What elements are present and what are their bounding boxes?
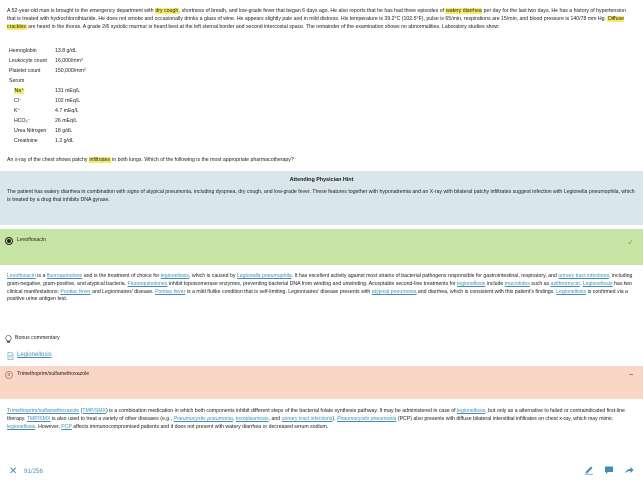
stem-text: A 52-year-old man is brought to the emergency department with [7,8,155,14]
link-pneumocystis-pneumonia[interactable]: Pneumocystis pneumonia [337,415,397,422]
lab-name: Urea Nitrogen [14,128,47,135]
answer-option-wrong[interactable] [0,366,643,399]
link-urinary-tract-infections[interactable]: urinary tract infections [281,415,333,422]
link-tmp-smx[interactable]: TMP/SMX [82,408,106,414]
bonus-link-legionellosis[interactable] [7,351,52,360]
link-pcp[interactable]: PCP [61,423,72,430]
explanation-text: and diarrhea, which is consistent with this patient's findings. [416,288,557,295]
lab-row [9,57,169,67]
explanation-text: is a mild flulike condition that is self-limiting. Legionnaires' disease presents with [185,288,372,295]
toolbar-actions [584,465,634,475]
lab-name: Hemoglobin [9,48,37,55]
link-tmp-smx[interactable]: TMP/SMX [26,415,51,422]
link-toxoplasmosis[interactable]: toxoplasmosis [235,415,269,422]
lab-row [9,117,169,127]
link-legionellosis[interactable]: legionellosis [457,280,486,287]
explanation-text: , but only as a alternative to failed or contraindicated first-line therapy. [7,408,625,422]
explanation-text: , [232,415,236,422]
bottom-toolbar [0,460,643,482]
explanation-text: and is the treatment of choice for [82,273,161,279]
link-urinary-tract-infections[interactable]: urinary tract infections [558,273,610,279]
lab-value: 102 mEq/L [55,98,81,105]
explanation-text: , which is caused by [189,273,237,279]
link-trimethoprim-sulfamethoxazole[interactable]: Trimethoprim/sulfamethoxazole [7,408,80,414]
close-icon[interactable]: ✕ [9,466,18,477]
lab-value: 13.8 g/dL [55,48,77,55]
question-text: An x-ray of the chest shows patchy [7,157,89,163]
link-atypical-pneumonia[interactable]: atypical pneumonia [371,288,417,295]
link-legionella-pneumophila[interactable]: Legionella pneumophila [236,273,292,279]
lab-name [9,88,55,96]
answer-label: Levofloxacin [17,237,46,244]
lab-row [9,137,169,147]
question-stem [7,8,635,31]
lab-row [9,77,169,87]
answer-explanation [7,273,635,304]
explanation-text: , including gram-negative, gram-positive, and atypical bacteria. [7,273,633,287]
link-levofloxacin[interactable]: Levofloxacin [7,273,36,279]
lab-row [9,127,169,137]
lab-table [9,47,169,147]
lab-value: 16,000/mm³ [55,58,83,65]
link-legionellosis[interactable]: legionellosis [160,273,189,279]
link-azithromycin[interactable]: azithromycin [550,280,580,287]
bonus-link-label: Legionellosis [17,352,52,358]
question-text: in both lungs. Which of the following is the most appropriate pharmacotherapy? [110,157,294,163]
lab-row [9,97,169,107]
explanation-text: ) is a combination medication in which both components inhibit different steps of the bacterial folate synthesis pathway. It may be administered in case of [105,408,458,414]
link-legionellosis[interactable]: legionellosis [7,423,36,430]
explanation-text: and Legionnaires' disease. [90,288,156,295]
link-macrolides[interactable]: macrolides [504,280,530,287]
link-legionellosis[interactable]: Legionellosis [582,280,613,287]
answer-option-correct[interactable] [0,229,643,265]
lab-value: 4.7 mEq/L [55,108,79,115]
lab-name: Cl⁻ [14,98,22,105]
lab-value: 150,000/mm³ [55,68,86,75]
question-counter: 91/256 [24,468,43,475]
answer-marker-icon[interactable]: B [5,371,13,379]
link-fluoroquinolones[interactable]: Fluoroquinolones [127,280,168,287]
explanation-text: has two clinical manifestations: [7,280,632,295]
comment-icon[interactable] [604,465,614,475]
lab-name: Creatinine [14,138,38,145]
pencil-icon[interactable] [584,465,594,475]
collapse-icon[interactable]: – [629,371,633,378]
lab-row [9,107,169,117]
link-pneumocystis-pneumonia[interactable]: Pneumocystis pneumonia [173,415,233,422]
attending-hint-panel [0,171,643,225]
lab-name: Platelet count [9,68,41,75]
lab-name: HCO₃⁻ [14,118,31,125]
link-fluoroquinolone[interactable]: fluoroquinolone [46,273,83,279]
explanation-text: . However, [35,423,62,430]
bonus-commentary-toggle[interactable] [5,335,60,343]
link-pontiac-fever[interactable]: Pontiac fever [60,288,91,295]
explanation-text: is also used to treat a variety of other diseases (e.g., [50,415,174,422]
lab-name: Serum [9,78,25,85]
explanation-text: include [485,280,505,287]
share-icon[interactable] [624,465,634,475]
link-pontiac-fever[interactable]: Pontiac fever [155,288,186,295]
link-legionellosis[interactable]: legionellosis [457,408,486,414]
lab-name: Leukocyte count [9,58,47,65]
check-icon: ✓ [627,238,634,247]
document-icon [7,352,14,360]
stem-text: are heard in the thorax. A grade 2/6 systolic murmur is heard best at the left sternal border and second intercostal space. The remainder of the examination shows no abnormalities. Laboratory studies show: [26,23,500,30]
explanation-text: inhibit topoisomerase enzymes, preventing bacterial DNA from winding and unwinding. Acceptable second-line treatments for [167,280,458,287]
hint-title: Attending Physician Hint [289,177,354,183]
answer-label: Trimethoprim/sulfamethoxazole [17,371,90,378]
bonus-label: Bonus commentary [15,335,60,342]
highlight-infiltrates[interactable]: infiltrates [89,157,111,163]
explanation-text: , and [268,415,282,422]
stem-text: , shortness of breath, and low-grade fever that began 6 days ago. He also reports that he has had three episodes of [178,8,446,14]
link-legionellosis[interactable]: Legionellosis [556,288,587,295]
explanation-text: . [579,280,583,287]
highlight-diffuse-crackles[interactable]: Diffuse crackles [7,15,624,30]
lightbulb-icon [5,335,12,343]
explanation-text: such as [529,280,551,287]
stem-text: per day for the last two days. He has a history of hypertension that is treated with hydrochlorothiazide. He does not smoke and occasionally drinks a glass of wine. He appears slightly pale and in mild distress. His temperature is 39.2°C (102.5°F), pulse is 65/min, respirations are 15/min, and blood pressure is 140/78 mm Hg. [7,8,626,22]
lab-value: 18 g/dL [55,128,73,135]
radio-selected-icon[interactable] [5,237,13,245]
highlight-sodium[interactable]: Na⁺ [14,88,24,95]
answer-explanation-wrong [7,408,635,431]
explanation-text: is a [35,273,47,279]
hint-text: The patient has watery diarrhea in combination with signs of atypical pneumonia, including dyspnea, dry cough, and low-grade fever. These features together with hyponatremia and an X-ray with bilateral patchy infiltrates suggest infection with Legionella pneumophila, which is treated by a drug that inhibits DNA gyrase. [7,189,635,203]
explanation-text: (PCP) also presents with diffuse bilateral interstitial infiltrates on chest x-ray, which may mimic [396,415,613,422]
explanation-text: ( [79,408,83,414]
explanation-text: affects immunocompromised patients and it does not present with watery diarrhea or decreased serum sodium. [71,423,329,430]
highlight-dry-cough[interactable]: dry cough [155,8,179,14]
highlight-watery-diarrhea[interactable]: watery diarrhea [445,8,482,14]
lab-name: K⁺ [14,108,21,115]
lab-value: 26 mEq/L [55,118,78,125]
question-prompt [7,157,635,165]
lab-row [9,47,169,57]
lab-row [9,87,169,97]
lab-value: 131 mEq/L [55,88,81,95]
explanation-text: . It has excellent activity against most strains of bacterial pathogens responsible for gastrointestinal, respiratory, and [291,273,559,279]
explanation-text: is confirmed via a positive urine antigen test. [7,288,628,303]
lab-row [9,67,169,77]
explanation-text: ). [332,415,338,422]
lab-value: 1.2 g/dL [55,138,74,145]
